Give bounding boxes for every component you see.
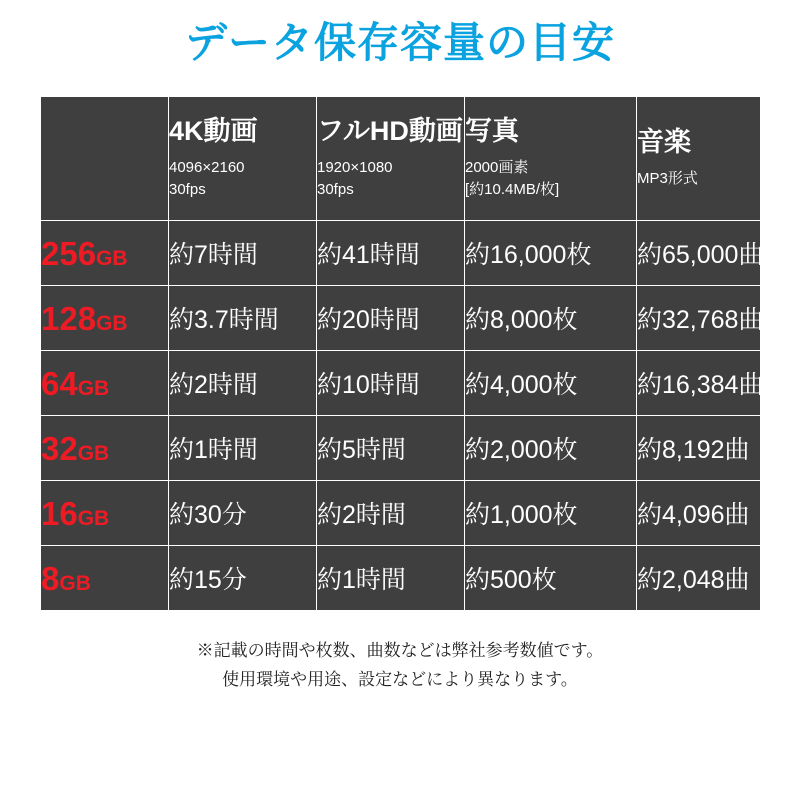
capacity-unit: GB xyxy=(96,246,128,270)
column-header-4k-sub xyxy=(169,157,316,201)
column-header-photo-title: 写真 xyxy=(465,116,519,147)
capacity-value: 128 xyxy=(41,299,97,337)
cell-fullhd: 約1時間 xyxy=(317,546,465,611)
cell-photo: 約16,000枚 xyxy=(465,221,637,286)
cell-music: 約2,048曲 xyxy=(637,546,761,611)
cell-4k: 約30分 xyxy=(169,481,317,546)
capacity-unit: GB xyxy=(77,376,110,400)
page-title: データ保存容量の目安 xyxy=(184,19,615,66)
column-header-photo-sub xyxy=(465,157,636,201)
footnote xyxy=(0,637,800,695)
capacity-table xyxy=(40,96,764,611)
capacity-unit: GB xyxy=(77,441,110,465)
column-header-fullhd-title: フルHD動画 xyxy=(317,116,463,147)
table-corner-cell xyxy=(41,97,169,221)
cell-music: 約65,000曲 xyxy=(637,221,761,286)
cell-4k: 約7時間 xyxy=(169,221,317,286)
footnote-line-1: ※記載の時間や枚数、曲数などは弊社参考数値です。 xyxy=(196,641,604,661)
column-header-music-sub xyxy=(637,168,760,190)
cell-fullhd: 約2時間 xyxy=(317,481,465,546)
capacity-label xyxy=(41,351,169,416)
column-header-photo xyxy=(465,97,637,221)
capacity-label xyxy=(41,416,169,481)
capacity-value: 32 xyxy=(41,429,78,467)
table-header-row xyxy=(41,97,761,221)
cell-fullhd: 約41時間 xyxy=(317,221,465,286)
footnote-line-2: 使用環境や用途、設定などにより異なります。 xyxy=(222,670,578,690)
capacity-label xyxy=(41,481,169,546)
capacity-unit: GB xyxy=(59,571,91,595)
cell-fullhd: 約5時間 xyxy=(317,416,465,481)
cell-photo: 約8,000枚 xyxy=(465,286,637,351)
capacity-value: 256 xyxy=(41,234,97,272)
table-row xyxy=(41,481,761,546)
column-header-music-sub1: MP3形式 xyxy=(637,169,698,187)
capacity-label xyxy=(41,221,169,286)
column-header-music-title: 音楽 xyxy=(637,127,691,158)
cell-4k: 約1時間 xyxy=(169,416,317,481)
capacity-unit: GB xyxy=(77,506,110,530)
cell-fullhd: 約20時間 xyxy=(317,286,465,351)
cell-4k: 約3.7時間 xyxy=(169,286,317,351)
capacity-value: 8 xyxy=(41,559,60,597)
table-row xyxy=(41,286,761,351)
cell-music: 約16,384曲 xyxy=(637,351,761,416)
column-header-fullhd-sub xyxy=(317,157,464,201)
column-header-photo-sub1: 2000画素 xyxy=(465,158,529,176)
column-header-fullhd xyxy=(317,97,465,221)
cell-music: 約8,192曲 xyxy=(637,416,761,481)
capacity-label xyxy=(41,286,169,351)
cell-photo: 約500枚 xyxy=(465,546,637,611)
table-row xyxy=(41,416,761,481)
column-header-photo-sub2: [約10.4MB/枚] xyxy=(465,180,560,198)
column-header-4k xyxy=(169,97,317,221)
cell-4k: 約2時間 xyxy=(169,351,317,416)
column-header-4k-sub2: 30fps xyxy=(169,180,206,198)
capacity-label xyxy=(41,546,169,611)
column-header-fullhd-sub1: 1920×1080 xyxy=(317,158,393,176)
column-header-4k-sub1: 4096×2160 xyxy=(169,158,245,176)
table-row xyxy=(41,221,761,286)
capacity-table-wrapper xyxy=(40,96,764,611)
cell-4k: 約15分 xyxy=(169,546,317,611)
column-header-4k-title: 4K動画 xyxy=(169,116,258,147)
capacity-value: 16 xyxy=(41,494,78,532)
capacity-value: 64 xyxy=(41,364,78,402)
table-header xyxy=(41,97,761,221)
table-row xyxy=(41,351,761,416)
capacity-unit: GB xyxy=(96,311,128,335)
column-header-fullhd-sub2: 30fps xyxy=(317,180,354,198)
table-body xyxy=(41,221,764,611)
cell-music: 約32,768曲 xyxy=(637,286,761,351)
table-row xyxy=(41,546,761,611)
column-header-music xyxy=(637,97,761,221)
cell-music: 約4,096曲 xyxy=(637,481,761,546)
cell-fullhd: 約10時間 xyxy=(317,351,465,416)
cell-photo: 約4,000枚 xyxy=(465,351,637,416)
cell-photo: 約1,000枚 xyxy=(465,481,637,546)
cell-photo: 約2,000枚 xyxy=(465,416,637,481)
